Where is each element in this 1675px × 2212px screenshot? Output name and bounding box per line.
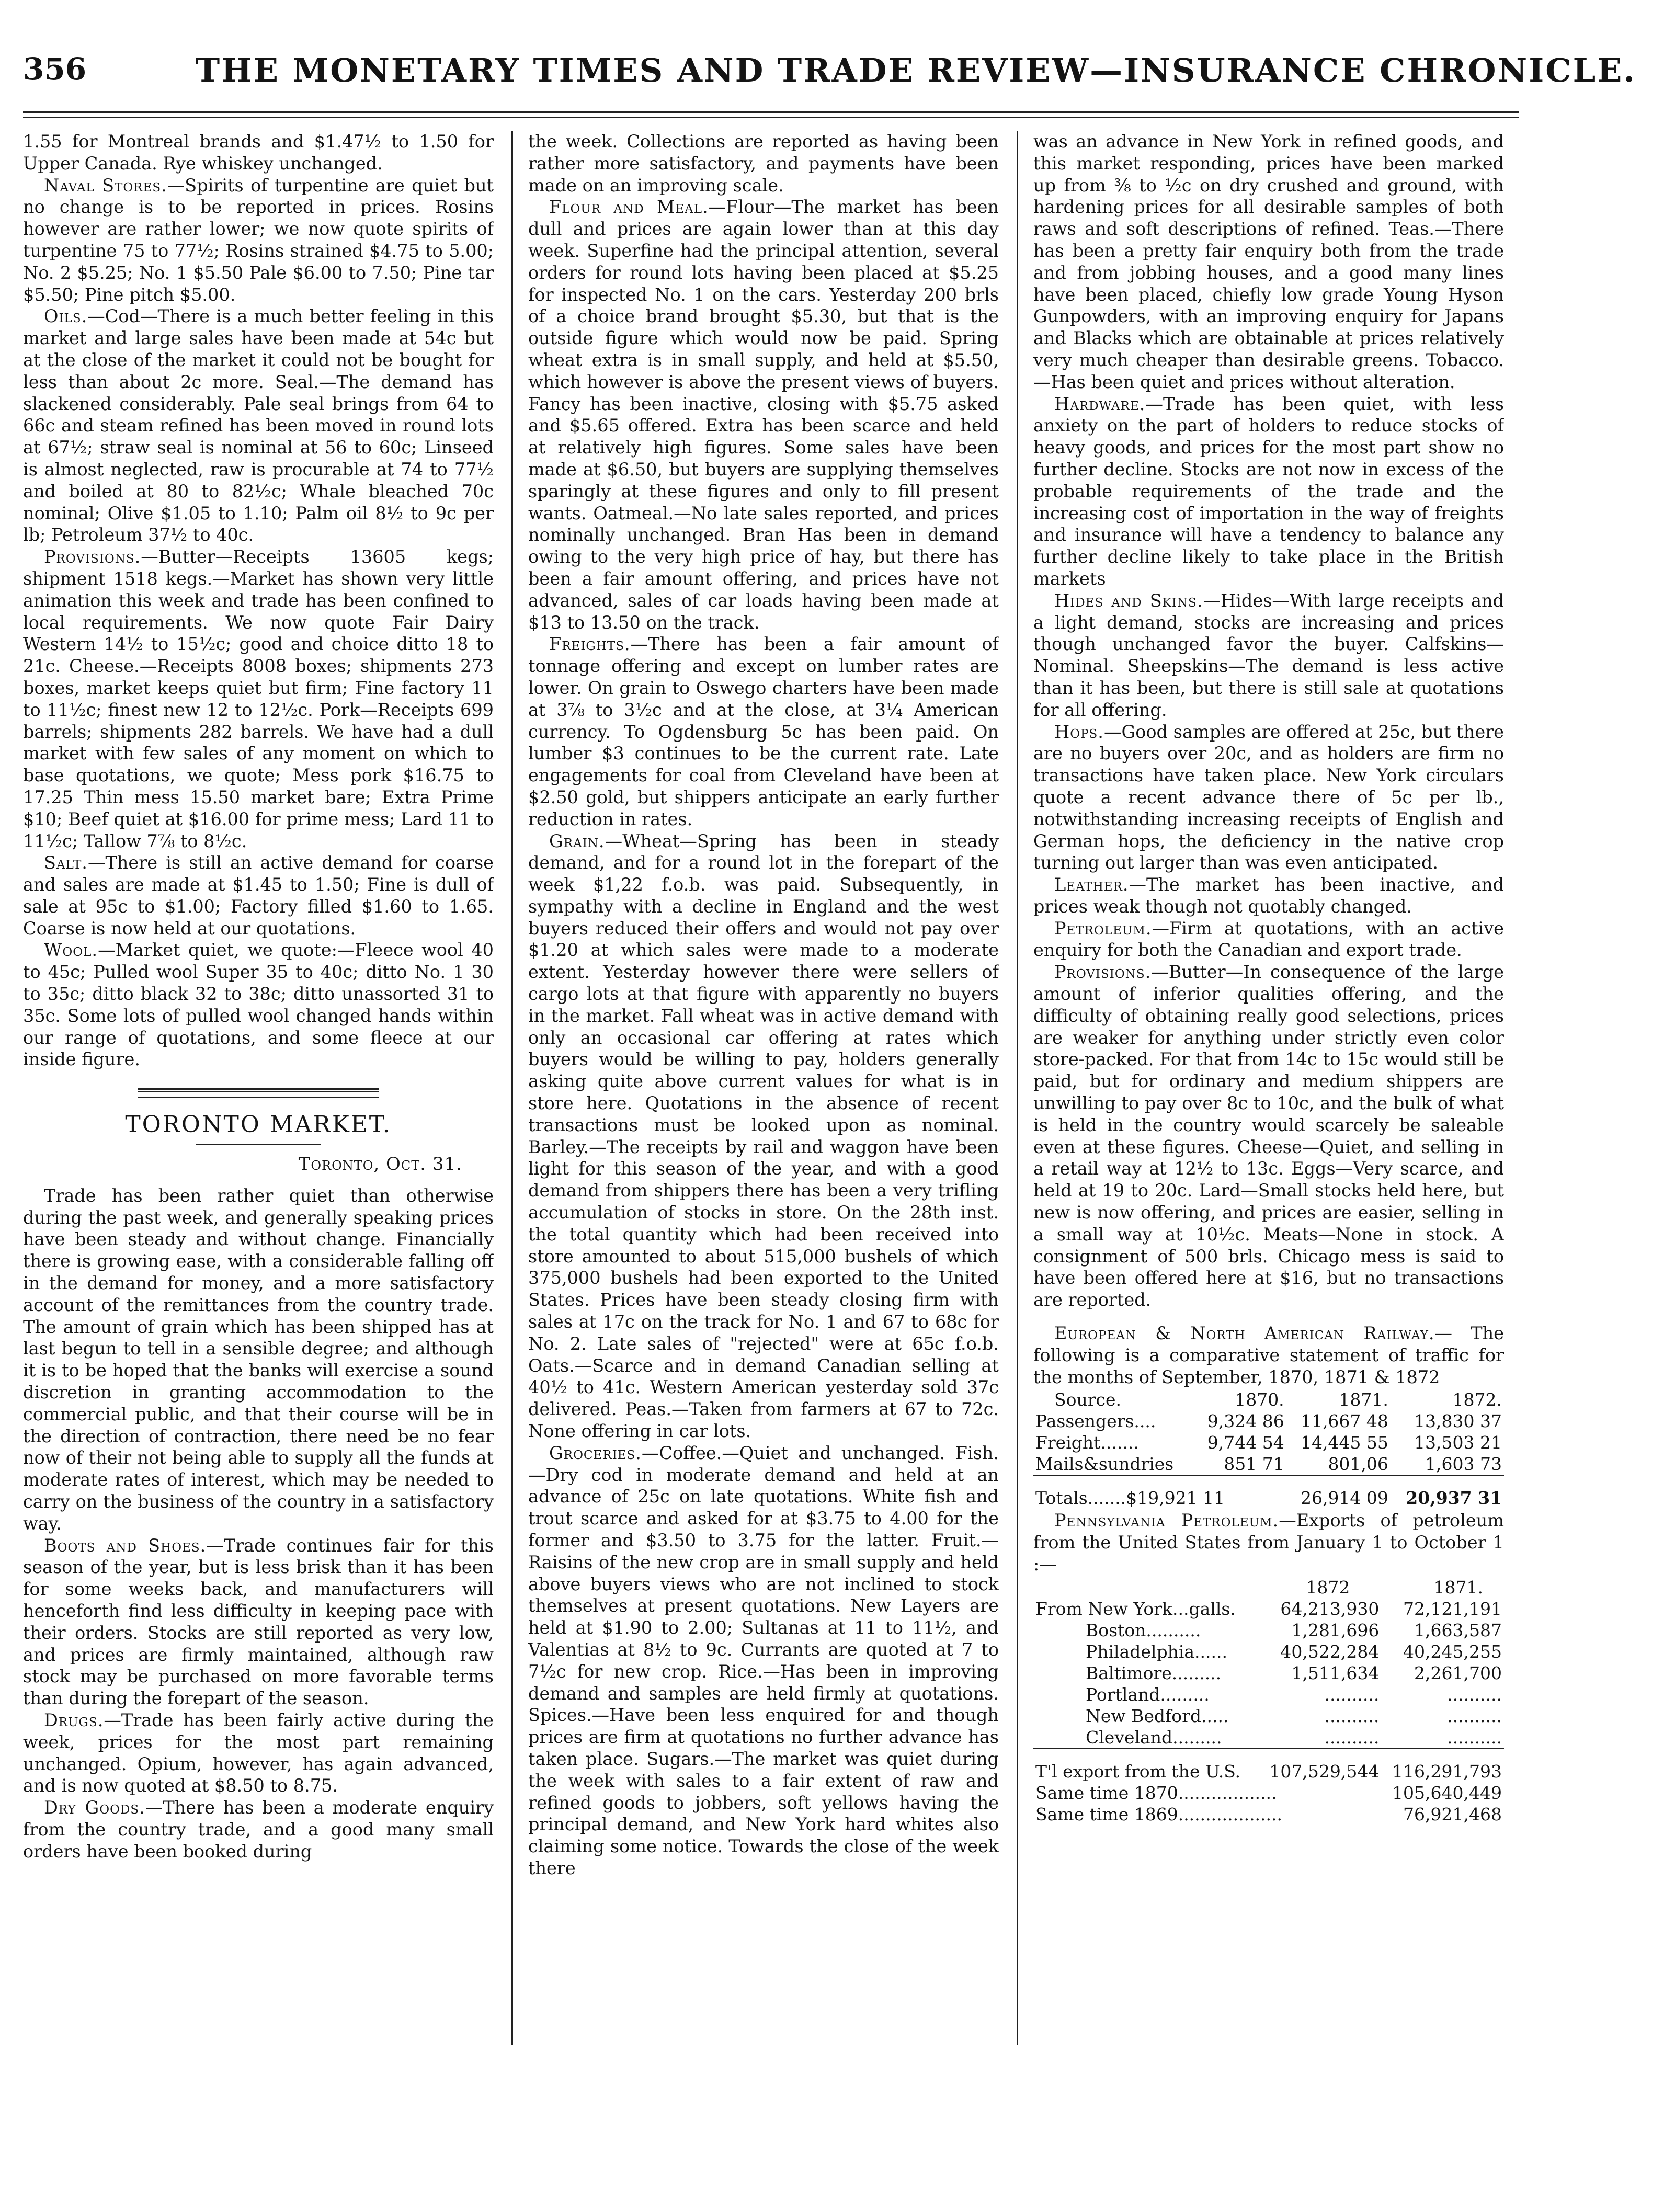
paragraph-railway: European & North American Railway.— The following is a comparative statement of traffic for the months of September, 1870, 1871 & 1872 <box>1033 1323 1504 1387</box>
section-heading: Leather. <box>1054 874 1129 895</box>
column-divider <box>511 131 513 2045</box>
paragraph-flour-meal: Flour and Meal.—Flour—The market has been dull and prices are again lower than at this day week. Superfine had the principal attention, several orders for round lots having been placed at $5.25 for inspected No. 1 on the cars. Yesterday 200 brls of a choice brand brought $5.30, but that is the outside figure which would now be paid. Spring wheat extra is in small supply, and held at $5.50, which however is above the present views of buyers. Fancy has been inactive, closing with $5.75 asked and $5.65 offered. Extra has been scarce and held at relatively high figures. Some sales have been made at $6.50, but buyers are supplying themselves sparingly at these figures and only to fill present wants. Oatmeal.—No late sales reported, and prices nominally unchanged. Bran Has been in demand owing to the very high price of hay, but there has been a fair amount offering, and prices have not advanced, sales of car loads having been made at $13 to 13.50 on the track. <box>528 197 999 633</box>
paragraph-salt: Salt.—There is still an active demand for coarse and sales are made at $1.45 to 1.50; Fine is dull of sale at 95c to $1.00; Factory filled $1.60 to 1.65. Coarse is now held at our quotations. <box>23 852 494 939</box>
section-heading: Groceries. <box>549 1442 642 1463</box>
section-heading: European & North American Railway. <box>1054 1323 1435 1344</box>
paragraph-oils: Oils.—Cod—There is a much better feeling in this market and large sales have been made at 54c but at the close of the market it could not be bought for less than about 2c more. Seal.—The demand has slackened considerably. Pale seal brings from 64 to 66c and steam refined has been moved in round lots at 67½; straw seal is nominal at 56 to 60c; Linseed is almost neglected, raw is procurable at 74 to 77½ and boiled at 80 to 82½c; Whale bleached 70c nominal; Olive $1.05 to 1.10; Palm oil 8½ to 9c per lb; Petroleum 37½ to 40c. <box>23 306 494 545</box>
paragraph-trade: Trade has been rather quiet than otherwise during the past week, and generally speaking prices have been steady and without change. Financially there is growing ease, with a considerable falling off in the demand for money, and a more satisfactory account of the remittances from the country trade. The amount of grain which has been shipped has at last begun to tell in a sensible degree; and although it is to be hoped that the banks will exercise a sound discretion in granting accommodation to the commercial public, and that their course will be in the direction of contraction, there need be no fear now of their not being able to supply all the funds at moderate rates of interest, which may be needed to carry on the business of the country in a satisfactory way. <box>23 1185 494 1534</box>
table-row: From New York...galls. 64,213,930 72,121,191 <box>1035 1598 1502 1619</box>
section-heading: Naval Stores. <box>44 175 167 196</box>
section-heading: Wool. <box>44 940 98 961</box>
paragraph-grain: Grain.—Wheat—Spring has been in steady demand, and for a round lot in the forepart of the week $1,22 f.o.b. was paid. Subsequently, in sympathy with a decline in England and the west buyers reduced their offers and would not pay over $1.20 at which sales were made to a moderate extent. Yesterday however there were sellers of cargo lots at that figure with apparently no buyers in the market. Fall wheat was in active demand with only an occasional car offering at rates which buyers would be willing to pay, holders generally asking quite above current values for what is in store here. Quotations in the absence of recent transactions must be looked upon as nominal. Barley.—The receipts by rail and waggon have been light for this season of the year, and with a good demand from shippers there has been a very trifling accumulation of stocks in store. On the 28th inst. the total quantity which had been received into store amounted to about 515,000 bushels of which 375,000 bushels had been exported to the United States. Prices have been steady closing firm with sales at 17c on the track for No. 1 and 67 to 68c for No. 2. Late sales of "rejected" were at 65c f.o.b. Oats.—Scarce and in demand Canadian selling at 40½ to 41c. Western American yesterday sold 37c delivered. Peas.—Taken from farmers at 67 to 72c. None offering in car lots. <box>528 830 999 1442</box>
petroleum-export-table <box>1033 1577 1504 1825</box>
paragraph-hops: Hops.—Good samples are offered at 25c, but there are no buyers over 20c, and as holders are firm no transactions have taken place. New York circulars quote a recent advance there of 5c per lb., notwithstanding increasing receipts of English and German hops, the deficiency in the native crop turning out larger than was even anticipated. <box>1033 721 1504 873</box>
section-heading: Hides and Skins. <box>1054 590 1203 611</box>
header-rule-thin <box>23 117 1519 118</box>
table-row: Portland......... .......... .......... <box>1086 1684 1502 1705</box>
section-heading: Drugs. <box>44 1709 104 1730</box>
market-title: TORONTO MARKET. <box>125 1111 392 1138</box>
table-row: Mails&sundries 851 71 801,06 1,603 73 <box>1035 1454 1502 1475</box>
section-heading: Hardware. <box>1054 393 1146 414</box>
section-heading: Oils. <box>44 306 88 327</box>
table-row: Same time 1870.................. 105,640,449 <box>1035 1782 1502 1803</box>
paragraph-provisions-2: Provisions.—Butter—In consequence of the large amount of inferior qualities offering, and the difficulty of obtaining really good selections, prices are weaker for anything under strictly even color store-packed. For that from 14c to 15c would still be paid, but for ordinary and medium shippers are unwilling to pay over 8c to 10c, and the bulk of what is held in the country would scarcely be saleable even at these figures. Cheese—Quiet, and selling in a retail way at 12½ to 13c. Eggs—Very scarce, and held at 19 to 20c. Lard—Small stocks held here, but new is now offering, and prices are easier, selling in a small way at 10½c. Meats—None in stock. A consignment of 500 brls. Chicago mess is said to have been offered here at $16, but no transactions are reported. <box>1033 962 1504 1310</box>
table-row: Cleveland......... .......... .......... <box>1086 1727 1502 1748</box>
section-heading: Petroleum. <box>1054 918 1152 939</box>
table-total-row: Totals.......$19,921 11 26,914 09 20,937 31 <box>1033 1475 1504 1509</box>
section-heading: Salt. <box>44 852 88 873</box>
page-number: 356 <box>23 51 87 87</box>
table-row: Passengers.... 9,324 86 11,667 48 13,830 37 <box>1035 1411 1502 1432</box>
paragraph-freights: Freights.—There has been a fair amount of tonnage offering and except on lumber rates are lower. On grain to Oswego charters have been made at 3⅞ to 3½c and at the close, at 3¼ American currency. To Ogdensburg 5c has been paid. On lumber $3 continues to be the current rate. Late engagements for coal from Cleveland have been at $2.50 gold, but shippers anticipate an early further reduction in rates. <box>528 634 999 829</box>
paragraph-boots-shoes: Boots and Shoes.—Trade continues fair for this season of the year, but is less brisk than it has been for some weeks back, and manufacturers will henceforth find less difficulty in keeping pace with their orders. Stocks are still reported as very low, and prices are firmly maintained, although raw stock may be purchased on more favorable terms than during the forepart of the season. <box>23 1535 494 1709</box>
section-heading: Pennsylvania Petroleum. <box>1054 1510 1279 1531</box>
page-header <box>23 41 1637 109</box>
table-header-row: 1872 1871. <box>1306 1577 1483 1598</box>
section-heading: Boots and Shoes. <box>44 1535 207 1556</box>
table-row: Baltimore......... 1,511,634 2,261,700 <box>1086 1662 1502 1683</box>
paragraph-naval-stores: Naval Stores.—Spirits of turpentine are quiet but no change is to be reported in prices. Rosins however are rather lower; we now quote spirits of turpentine 75 to 77½; Rosins strained $4.75 to 5.00; No. 2 $5.25; No. 1 $5.50 Pale $6.00 to 7.50; Pine tar $5.50; Pine pitch $5.00. <box>23 175 494 305</box>
paragraph-pennsylvania-petroleum: Pennsylvania Petroleum.—Exports of petroleum from the United States from January 1 to October 1 :— <box>1033 1510 1504 1575</box>
paragraph-wool: Wool.—Market quiet, we quote:—Fleece wool 40 to 45c; Pulled wool Super 35 to 40c; ditto No. 1 30 to 35c; ditto black 32 to 38c; ditto unassorted 31 to 35c. Some lots of pulled wool changed hands within our range of quotations, and some fleece at our inside figure. <box>23 940 494 1070</box>
section-heading: Provisions. <box>1054 962 1152 983</box>
dateline: Toronto, Oct. 31. <box>298 1154 462 1175</box>
table-row: Boston.......... 1,281,696 1,663,587 <box>1086 1620 1502 1640</box>
paragraph-collections: the week. Collections are reported as having been rather more satisfactory, and payments have been made on an improving scale. <box>528 131 999 196</box>
paragraph-hides-skins: Hides and Skins.—Hides—With large receipts and a light demand, stocks are increasing and prices though unchanged favor the buyer. Calfskins—Nominal. Sheepskins—The demand is less active than it has been, but there is still sale at quotations for all offering. <box>1033 590 1504 720</box>
table-row: Philadelphia...... 40,522,284 40,245,255 <box>1086 1641 1502 1662</box>
paragraph-sugars-teas: was an advance in New York in refined goods, and this market responding, prices have been marked up from ⅜ to ½c on dry crushed and ground, with hardening prices for all desirable samples of both raws and soft descriptions of refined. Teas.—There has been a pretty fair enquiry both from the trade and from jobbing houses, and a good many lines have been placed, chiefly low grade Young Hyson Gunpowders, with an improving enquiry for Japans and Blacks which are obtainable at prices relatively very much cheaper than desirable greens. Tobacco.—Has been quiet and prices without alteration. <box>1033 131 1504 392</box>
section-separator <box>138 1097 379 1098</box>
section-heading: Flour and Meal. <box>549 197 709 218</box>
section-heading: Grain. <box>549 830 605 851</box>
railway-traffic-table <box>1033 1389 1504 1509</box>
masthead-title: THE MONETARY TIMES AND TRADE REVIEW—INSURANCE CHRONICLE. <box>196 51 1637 89</box>
paragraph-groceries: Groceries.—Coffee.—Quiet and unchanged. Fish.—Dry cod in moderate demand and held at an advance of 25c on late quotations. White fish and trout scarce and asked for at $3.75 to 4.00 for the former and $3.50 to 3.75 for the latter. Fruit.—Raisins of the new crop are in small supply and held above buyers views who are not inclined to stock themselves at present quotations. New Layers are held at $1.90 to 2.00; Sultanas at 11 to 11½, and Valentias at 8½ to 9c. Currants are quoted at 7 to 7½c for new crop. Rice.—Has been in improving demand and samples are held firmly at quotations. Spices.—Have been less enquired for and though prices are firm at quotations no further advance has taken place. Sugars.—The market was quiet during the week with sales to a fair extent of raw and refined goods to jobbers, soft yellows having the principal demand, and New York hard whites also claiming some notice. Towards the close of the week there <box>528 1442 999 1878</box>
section-heading: Provisions. <box>44 546 141 567</box>
column-1 <box>23 131 494 2055</box>
table-row: Same time 1869................... 76,921,468 <box>1035 1804 1502 1825</box>
paragraph-leather: Leather.—The market has been inactive, and prices weak though not quotably changed. <box>1033 874 1504 917</box>
paragraph-dry-goods: Dry Goods.—There has been a moderate enquiry from the country trade, and a good many small orders have been booked during <box>23 1797 494 1862</box>
table-total-row: T'l export from the U.S. 107,529,544 116,291,793 <box>1033 1749 1504 1782</box>
paragraph-petroleum: Petroleum.—Firm at quotations, with an active enquiry for both the Canadian and export trade. <box>1033 918 1504 961</box>
column-divider <box>1017 131 1018 2045</box>
header-rule <box>23 111 1519 113</box>
section-heading: Hops. <box>1054 721 1104 742</box>
table-header-row: Source. 1870. 1871. 1872. <box>1054 1389 1502 1410</box>
table-row: Freight....... 9,744 54 14,445 55 13,503 21 <box>1035 1432 1502 1453</box>
column-2 <box>528 131 999 2055</box>
table-row: New Bedford..... .......... .......... <box>1086 1705 1502 1726</box>
section-heading: Freights. <box>549 634 631 655</box>
section-separator <box>138 1088 379 1092</box>
paragraph-hardware: Hardware.—Trade has been quiet, with less anxiety on the part of holders to reduce stocks of heavy goods, and prices for the most part show no further decline. Stocks are not now in excess of the probable requirements of the trade and the increasing cost of importation in the way of freights and insurance will have a tendency to balance any further decline likely to take place in the British markets <box>1033 393 1504 589</box>
paragraph-provisions: Provisions.—Butter—Receipts 13605 kegs; shipment 1518 kegs.—Market has shown very little animation this week and trade has been confined to local requirements. We now quote Fair Dairy Western 14½ to 15½c; good and choice ditto 18 to 21c. Cheese.—Receipts 8008 boxes; shipments 273 boxes, market keeps quiet but firm; Fine factory 11 to 11½c; finest new 12 to 12½c. Pork—Receipts 699 barrels; shipments 282 barrels. We have had a dull market with few sales of any moment on which to base quotations, we quote; Mess pork $16.75 to 17.25 Thin mess 15.50 market bare; Extra Prime $10; Beef quiet at $16.00 for prime mess; Lard 11 to 11½c; Tallow 7⅞ to 8½c. <box>23 546 494 851</box>
title-separator <box>196 1144 321 1145</box>
paragraph-montreal-brands: 1.55 for Montreal brands and $1.47½ to 1.50 for Upper Canada. Rye whiskey unchanged. <box>23 131 494 174</box>
paragraph-drugs: Drugs.—Trade has been fairly active during the week, prices for the most part remaining unchanged. Opium, however, has again advanced, and is now quoted at $8.50 to 8.75. <box>23 1709 494 1796</box>
section-heading: Dry Goods. <box>44 1797 145 1818</box>
column-3 <box>1033 131 1504 2055</box>
